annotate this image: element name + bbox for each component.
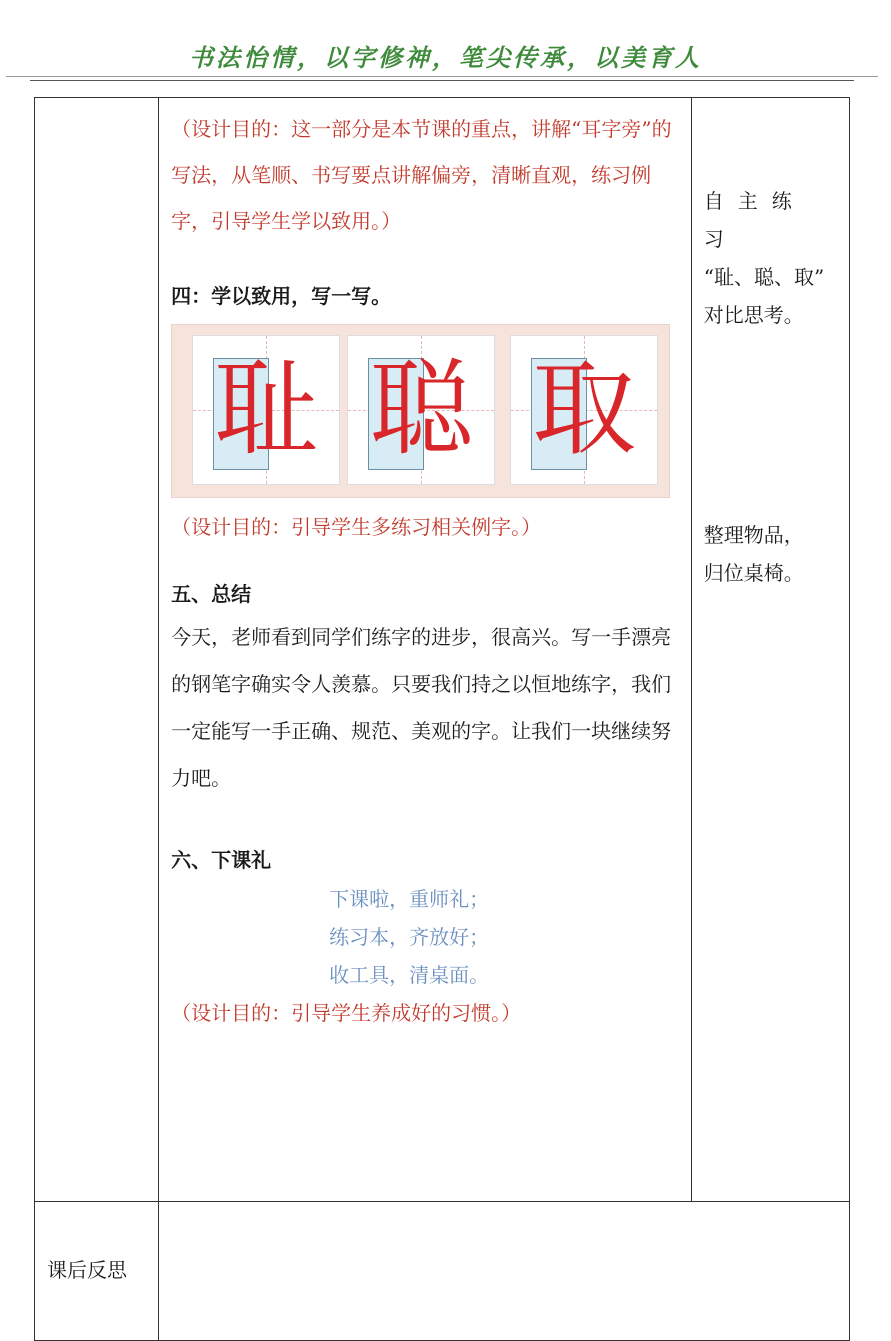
summary-text: 今天，老师看到同学们练字的进步，很高兴。写一手漂亮的钢笔字确实令人羡慕。只要我们持之以恒地练字，我们一定能写一手正确、规范、美观的字。让我们一块继续努力吧。 [171, 625, 672, 790]
student-activity-line: “耻、聪、取” [703, 265, 825, 289]
section5-heading: 五、总结 [171, 582, 252, 606]
design-purpose-2: （设计目的：引导学生多练习相关例字。） [171, 515, 542, 539]
practice-characters [171, 324, 670, 498]
character-box [347, 335, 495, 485]
practice-character: 耻 [214, 348, 319, 470]
reflection-row [35, 1202, 850, 1341]
poem-line: 下课啦，重师礼； [329, 887, 490, 911]
reflection-label-cell [35, 1202, 159, 1341]
student-activity-line: 整理物品， [703, 523, 804, 547]
reflection-content-cell [159, 1202, 850, 1341]
poem-line: 收工具，清桌面。 [329, 963, 490, 987]
section6-heading: 六、下课礼 [171, 848, 272, 872]
teacher-activity-cell [159, 98, 692, 1202]
character-box [192, 335, 340, 485]
header-motto: 书法怡情，以字修神，笔尖传承，以美育人 [189, 43, 702, 72]
procedure-row [35, 98, 850, 1202]
student-activity-line: 归位桌椅。 [703, 561, 804, 585]
student-activity-cell [691, 98, 849, 1202]
design-purpose-3: （设计目的：引导学生养成好的习惯。） [171, 1001, 522, 1025]
procedure-label-cell [35, 98, 159, 1202]
poem-line: 练习本，齐放好； [329, 925, 490, 949]
header-divider [6, 76, 878, 77]
character-box [510, 335, 658, 485]
header-divider-inner [30, 80, 854, 81]
section4-heading: 四：学以致用，写一写。 [171, 284, 392, 308]
reflection-label: 课后反思 [47, 1258, 127, 1282]
practice-character: 取 [532, 348, 637, 470]
student-activity-line: 自主练习 [703, 189, 806, 251]
student-activity-line: 对比思考。 [703, 303, 804, 327]
lesson-plan-table [34, 97, 850, 1341]
design-purpose-1: （设计目的：这一部分是本节课的重点，讲解“耳字旁”的写法，从笔顺、书写要点讲解偏旁，清晰直观，练习例字，引导学生学以致用。） [171, 117, 672, 233]
practice-character: 聪 [369, 348, 474, 470]
